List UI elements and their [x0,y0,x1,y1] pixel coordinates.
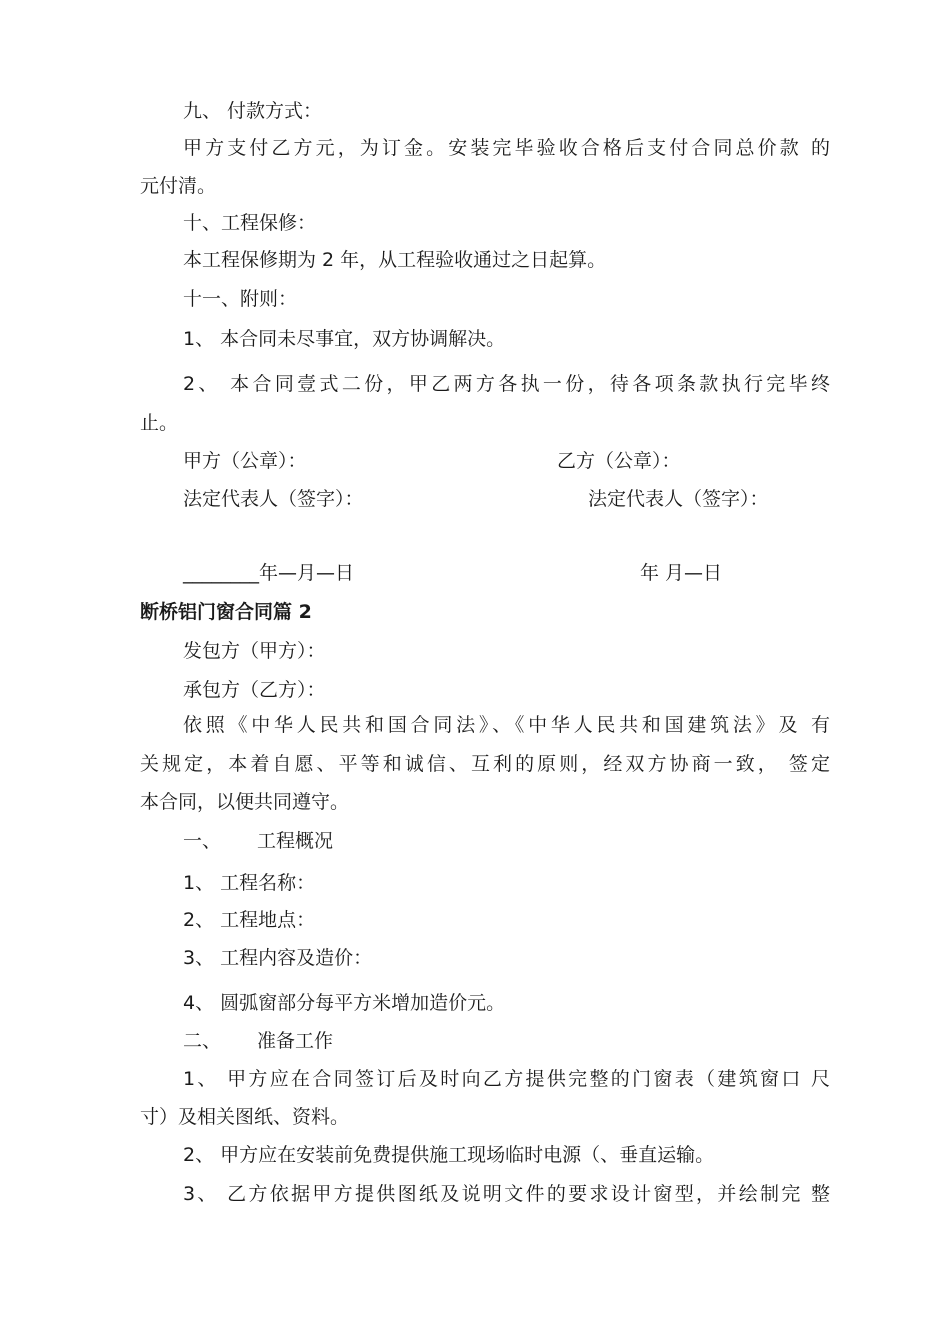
signature-party-b: 乙方（公章）： [557,450,681,472]
paragraph-line: 甲方支付乙方元，为订金。安装完毕验收合格后支付合同总价款 的 [183,137,830,159]
signature-party-a: 甲方（公章）： [183,450,307,472]
list-item: 1、 工程名称： [183,872,316,894]
section-label: 准备工作 [257,1030,334,1052]
signature-rep-a: 法定代表人（签字）： [183,488,364,510]
paragraph-line: 寸）及相关图纸、资料。 [140,1106,350,1128]
section-title: 断桥铝门窗合同篇 2 [140,601,312,623]
list-item: 1、 甲方应在合同签订后及时向乙方提供完整的门窗表（建筑窗口 尺 [183,1068,830,1090]
paragraph-line: 承包方（乙方）： [183,679,326,701]
list-item: 2、 工程地点： [183,909,316,931]
list-item: 3、 乙方依据甲方提供图纸及说明文件的要求设计窗型，并绘制完 整 [183,1183,830,1205]
paragraph-line: 发包方（甲方）： [183,640,326,662]
list-item: 1、 本合同未尽事宜，双方协调解决。 [183,328,506,350]
section-number: 二、 [183,1030,222,1052]
list-item: 3、 工程内容及造价： [183,947,373,969]
list-item: 2、 本合同壹式二份，甲乙两方各执一份，待各项条款执行完毕终 [183,373,830,395]
paragraph-line: 元付清。 [140,175,217,197]
list-item: 2、 甲方应在安装前免费提供施工现场临时电源（、垂直运输。 [183,1144,715,1166]
paragraph-line: 依照《中华人民共和国合同法》、《中华人民共和国建筑法》及 有 [183,714,830,736]
section-label: 工程概况 [257,830,334,852]
list-item: 4、 圆弧窗部分每平方米增加造价元。 [183,992,506,1014]
section-1-heading [183,829,830,853]
paragraph-line: 本工程保修期为 2 年，从工程验收通过之日起算。 [183,249,607,271]
date-line-a: ________年—月—日 [183,562,355,584]
section-number: 一、 [183,830,222,852]
clause-10-heading: 十、工程保修： [183,212,317,234]
date-line-b: 年 月—日 [640,562,723,584]
signature-rep-b: 法定代表人（签字）： [588,488,769,510]
paragraph-line: 本合同，以便共同遵守。 [140,791,350,813]
paragraph-line: 关规定，本着自愿、平等和诚信、互利的原则，经双方协商一致， 签定 [140,753,830,775]
clause-11-heading: 十一、附则： [183,288,298,310]
section-2-heading [183,1029,830,1053]
clause-9-heading: 九、 付款方式： [183,100,323,122]
paragraph-line: 止。 [140,412,179,434]
